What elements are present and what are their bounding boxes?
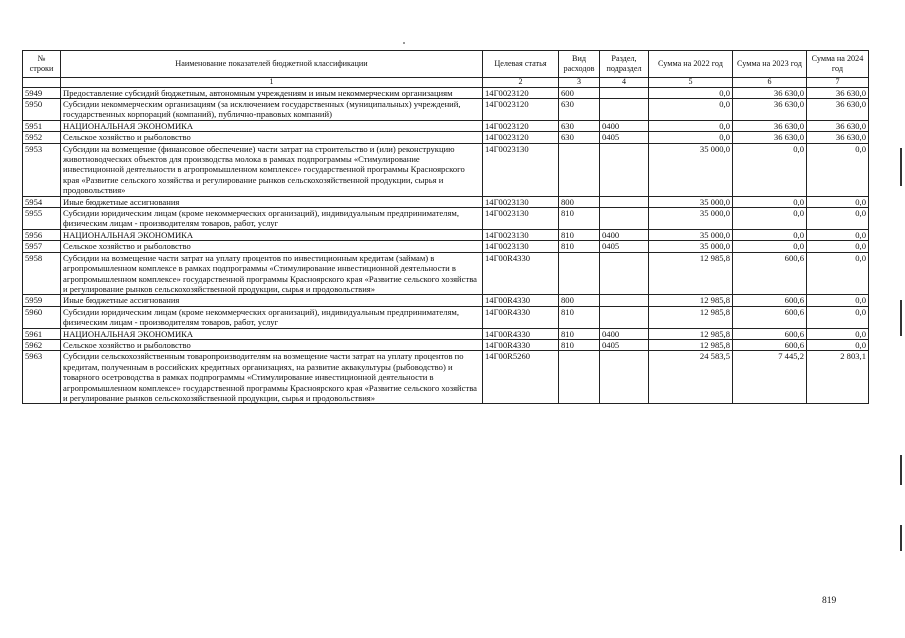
sum-2024: 0,0 [807, 208, 869, 230]
sum-2022: 35 000,0 [649, 229, 733, 240]
table-row [23, 132, 869, 143]
table-row [23, 99, 869, 121]
sum-2023: 0,0 [733, 241, 807, 252]
scan-edge-mark [900, 455, 902, 485]
expense-type: 630 [559, 99, 600, 121]
table-row [23, 196, 869, 207]
expense-type: 810 [559, 208, 600, 230]
sum-2022: 0,0 [649, 120, 733, 131]
row-number: 5953 [23, 143, 61, 196]
target-article: 14Г0023130 [483, 229, 559, 240]
indicator-name: НАЦИОНАЛЬНАЯ ЭКОНОМИКА [61, 120, 483, 131]
table-row [23, 295, 869, 306]
row-number: 5959 [23, 295, 61, 306]
section-code: 0400 [600, 120, 649, 131]
scan-speck [403, 42, 405, 44]
sum-2024: 0,0 [807, 196, 869, 207]
row-number: 5951 [23, 120, 61, 131]
table-row [23, 306, 869, 328]
column-number: 5 [649, 78, 733, 88]
scan-edge-mark [900, 525, 902, 551]
indicator-name: Иные бюджетные ассигнования [61, 196, 483, 207]
target-article: 14Г0023120 [483, 132, 559, 143]
header-row-number: № строки [23, 51, 61, 78]
sum-2023: 36 630,0 [733, 132, 807, 143]
table-row [23, 87, 869, 98]
row-number: 5956 [23, 229, 61, 240]
indicator-name: Субсидии юридическим лицам (кроме некоммерческих организаций), индивидуальным предпринимателям, физическим лицам - производителям товаров, работ, услуг [61, 306, 483, 328]
sum-2024: 2 803,1 [807, 351, 869, 404]
scan-edge-mark [900, 148, 902, 186]
sum-2024: 0,0 [807, 143, 869, 196]
target-article: 14Г0023130 [483, 208, 559, 230]
target-article: 14Г0023120 [483, 120, 559, 131]
sum-2023: 600,6 [733, 306, 807, 328]
sum-2023: 0,0 [733, 143, 807, 196]
expense-type: 600 [559, 87, 600, 98]
budget-table [22, 50, 869, 404]
section-code: 0405 [600, 132, 649, 143]
sum-2022: 12 985,8 [649, 339, 733, 350]
sum-2023: 0,0 [733, 208, 807, 230]
expense-type [559, 351, 600, 404]
expense-type: 810 [559, 306, 600, 328]
section-code [600, 306, 649, 328]
section-code [600, 208, 649, 230]
header-section: Раздел, подраздел [600, 51, 649, 78]
sum-2022: 24 583,5 [649, 351, 733, 404]
sum-2024: 0,0 [807, 328, 869, 339]
row-number: 5952 [23, 132, 61, 143]
table-row [23, 120, 869, 131]
column-number-row [23, 78, 869, 88]
section-code: 0400 [600, 328, 649, 339]
row-number: 5957 [23, 241, 61, 252]
header-sum-2023: Сумма на 2023 год [733, 51, 807, 78]
sum-2022: 12 985,8 [649, 328, 733, 339]
target-article: 14Г0023130 [483, 196, 559, 207]
sum-2023: 0,0 [733, 229, 807, 240]
table-row [23, 241, 869, 252]
indicator-name: Сельское хозяйство и рыболовство [61, 132, 483, 143]
row-number: 5962 [23, 339, 61, 350]
sum-2024: 0,0 [807, 339, 869, 350]
table-row [23, 229, 869, 240]
table-row [23, 351, 869, 404]
column-number: 6 [733, 78, 807, 88]
sum-2024: 0,0 [807, 252, 869, 295]
target-article: 14Г00R4330 [483, 339, 559, 350]
expense-type: 810 [559, 328, 600, 339]
section-code [600, 143, 649, 196]
sum-2022: 12 985,8 [649, 306, 733, 328]
table-row [23, 252, 869, 295]
row-number: 5954 [23, 196, 61, 207]
target-article: 14Г00R4330 [483, 306, 559, 328]
column-number: 3 [559, 78, 600, 88]
sum-2022: 35 000,0 [649, 196, 733, 207]
target-article: 14Г0023130 [483, 241, 559, 252]
expense-type: 800 [559, 196, 600, 207]
sum-2024: 0,0 [807, 241, 869, 252]
table-header-row [23, 51, 869, 78]
sum-2023: 36 630,0 [733, 87, 807, 98]
column-number: 7 [807, 78, 869, 88]
sum-2023: 0,0 [733, 196, 807, 207]
row-number: 5955 [23, 208, 61, 230]
sum-2022: 0,0 [649, 99, 733, 121]
row-number: 5960 [23, 306, 61, 328]
sum-2023: 36 630,0 [733, 120, 807, 131]
page-number: 819 [822, 596, 837, 606]
header-sum-2022: Сумма на 2022 год [649, 51, 733, 78]
sum-2022: 12 985,8 [649, 252, 733, 295]
indicator-name: Субсидии на возмещение (финансовое обеспечение) части затрат на строительство и (или) реконструкцию животноводческих объектов для производства молока в рамках подпрограммы «Стимулирование инвестиционной деятельности в агропромышленном комплексе» государственной программы Красноярского края «Развитие сельского хозяйства и регулирование рынков сельскохозяйственной продукции, сырья и продовольствия» [61, 143, 483, 196]
sum-2023: 600,6 [733, 328, 807, 339]
indicator-name: Субсидии некоммерческим организациям (за исключением государственных (муниципальных) учреждений, государственных корпораций (компаний), публично-правовых компаний) [61, 99, 483, 121]
target-article: 14Г00R4330 [483, 328, 559, 339]
table-row [23, 339, 869, 350]
sum-2024: 0,0 [807, 295, 869, 306]
expense-type: 810 [559, 241, 600, 252]
target-article: 14Г0023120 [483, 87, 559, 98]
column-number: 1 [61, 78, 483, 88]
expense-type: 810 [559, 339, 600, 350]
expense-type [559, 252, 600, 295]
section-code [600, 351, 649, 404]
indicator-name: Сельское хозяйство и рыболовство [61, 339, 483, 350]
scan-edge-mark [900, 300, 902, 336]
table-body [23, 87, 869, 404]
indicator-name: Иные бюджетные ассигнования [61, 295, 483, 306]
sum-2023: 600,6 [733, 339, 807, 350]
row-number: 5950 [23, 99, 61, 121]
expense-type [559, 143, 600, 196]
expense-type: 800 [559, 295, 600, 306]
indicator-name: НАЦИОНАЛЬНАЯ ЭКОНОМИКА [61, 229, 483, 240]
sum-2024: 36 630,0 [807, 99, 869, 121]
section-code: 0405 [600, 339, 649, 350]
header-target-article: Целевая статья [483, 51, 559, 78]
row-number: 5961 [23, 328, 61, 339]
budget-sheet [22, 50, 868, 404]
sum-2023: 36 630,0 [733, 99, 807, 121]
indicator-name: НАЦИОНАЛЬНАЯ ЭКОНОМИКА [61, 328, 483, 339]
sum-2024: 36 630,0 [807, 132, 869, 143]
section-code [600, 196, 649, 207]
expense-type: 630 [559, 120, 600, 131]
target-article: 14Г0023130 [483, 143, 559, 196]
sum-2023: 600,6 [733, 295, 807, 306]
target-article: 14Г00R4330 [483, 295, 559, 306]
target-article: 14Г00R5260 [483, 351, 559, 404]
section-code [600, 99, 649, 121]
sum-2022: 35 000,0 [649, 208, 733, 230]
sum-2023: 7 445,2 [733, 351, 807, 404]
sum-2022: 35 000,0 [649, 241, 733, 252]
section-code: 0400 [600, 229, 649, 240]
column-number [23, 78, 61, 88]
sum-2022: 0,0 [649, 132, 733, 143]
section-code [600, 295, 649, 306]
row-number: 5963 [23, 351, 61, 404]
row-number: 5958 [23, 252, 61, 295]
expense-type: 810 [559, 229, 600, 240]
column-number: 4 [600, 78, 649, 88]
indicator-name: Предоставление субсидий бюджетным, автономным учреждениям и иным некоммерческим организациям [61, 87, 483, 98]
sum-2024: 0,0 [807, 229, 869, 240]
header-sum-2024: Сумма на 2024 год [807, 51, 869, 78]
sum-2022: 35 000,0 [649, 143, 733, 196]
table-row [23, 143, 869, 196]
sum-2022: 0,0 [649, 87, 733, 98]
sum-2022: 12 985,8 [649, 295, 733, 306]
indicator-name: Субсидии юридическим лицам (кроме некоммерческих организаций), индивидуальным предпринимателям, физическим лицам - производителям товаров, работ, услуг [61, 208, 483, 230]
table-row [23, 208, 869, 230]
indicator-name: Субсидии на возмещение части затрат на уплату процентов по инвестиционным кредитам (займам) в агропромышленном комплексе в рамках подпрограммы «Стимулирование инвестиционной деятельности в агропромышленном комплексе» государственной программы Красноярского края «Развитие сельского хозяйства и регулирование рынков сельскохозяйственной продукции, сырья и продовольствия» [61, 252, 483, 295]
sum-2024: 36 630,0 [807, 87, 869, 98]
header-indicator-name: Наименование показателей бюджетной классификации [61, 51, 483, 78]
section-code: 0405 [600, 241, 649, 252]
column-number: 2 [483, 78, 559, 88]
target-article: 14Г0023120 [483, 99, 559, 121]
indicator-name: Сельское хозяйство и рыболовство [61, 241, 483, 252]
expense-type: 630 [559, 132, 600, 143]
indicator-name: Субсидии сельскохозяйственным товаропроизводителям на возмещение части затрат на уплату процентов по кредитам, полученным в российских кредитных организациях, на развитие аквакультуры (рыбоводство) и товарного осетроводства в рамках подпрограммы «Стимулирование инвестиционной деятельности в агропромышленном комплексе» государственной программы Красноярского края «Развитие сельского хозяйства и регулирование рынков сельскохозяйственной продукции, сырья и продовольствия» [61, 351, 483, 404]
section-code [600, 252, 649, 295]
sum-2023: 600,6 [733, 252, 807, 295]
row-number: 5949 [23, 87, 61, 98]
section-code [600, 87, 649, 98]
table-row [23, 328, 869, 339]
header-expense-type: Вид расходов [559, 51, 600, 78]
target-article: 14Г00R4330 [483, 252, 559, 295]
sum-2024: 0,0 [807, 306, 869, 328]
sum-2024: 36 630,0 [807, 120, 869, 131]
